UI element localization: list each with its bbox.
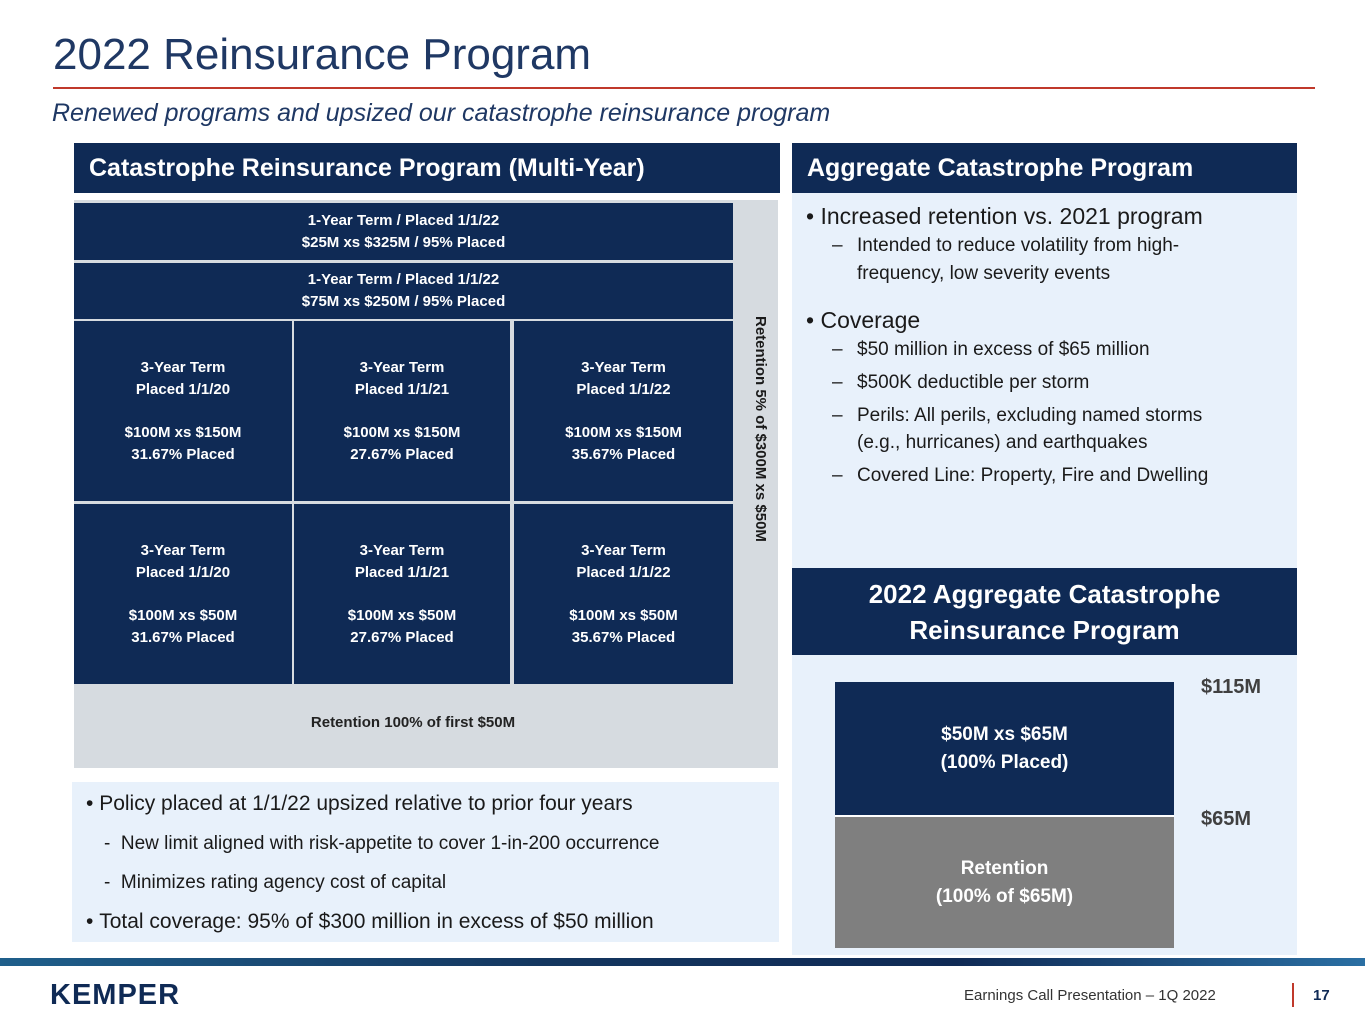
layer-cell-upper-2022 — [514, 321, 733, 501]
cell-layer: $100M xs $50M — [128, 606, 238, 624]
cell-pct: 31.67% Placed — [131, 445, 235, 463]
agg-dash: – — [832, 372, 843, 393]
cell-placed: Placed 1/1/22 — [576, 380, 671, 398]
agg-sub-text: $50 million in excess of $65 million — [857, 339, 1150, 360]
agg-bullet-text: Coverage — [820, 307, 921, 333]
agg-bullet — [806, 203, 1203, 230]
title-underline — [53, 87, 1315, 89]
layer-cell-lower-2020 — [74, 504, 292, 684]
layer-cell-lower-2021 — [294, 504, 510, 684]
cell-layer: $100M xs $150M — [565, 423, 682, 441]
footer-bar — [0, 958, 1365, 966]
note-bullet — [86, 792, 633, 816]
box-line: $50M xs $65M — [941, 723, 1068, 745]
cell-term: 3-Year Term — [359, 541, 445, 559]
layer-cell-upper-2021 — [294, 321, 510, 501]
layer-amount: $75M xs $250M / 95% Placed — [301, 293, 506, 310]
cell-term: 3-Year Term — [140, 358, 226, 376]
cell-placed: Placed 1/1/21 — [354, 380, 450, 398]
agg-sub-text: Intended to reduce volatility from high- — [857, 235, 1180, 256]
page-title: 2022 Reinsurance Program — [53, 30, 592, 79]
cell-pct: 35.67% Placed — [571, 628, 676, 646]
program-notes — [72, 782, 779, 942]
side-retention-label: Retention 5% of $300M xs $50M — [752, 316, 769, 542]
agg-sub-text: (e.g., hurricanes) and earthquakes — [857, 432, 1148, 453]
agg-dash: – — [832, 339, 843, 360]
cell-placed: Placed 1/1/20 — [135, 563, 231, 581]
cell-layer: $100M xs $150M — [343, 423, 461, 441]
agg-bullet — [806, 307, 920, 334]
cell-layer: $100M xs $50M — [347, 606, 457, 624]
kemper-logo: KEMPER — [50, 979, 181, 1011]
note-text: Policy placed at 1/1/22 upsized relative to prior four years — [99, 792, 633, 815]
layer-75m-xs-250m — [74, 263, 733, 319]
layer-25m-xs-325m — [74, 203, 733, 260]
page-number: 17 — [1313, 987, 1330, 1004]
bottom-retention-label: Retention 100% of first $50M — [310, 714, 516, 731]
cell-term: 3-Year Term — [581, 541, 666, 559]
note-sub: - New limit aligned with risk-appetite to cover 1-in-200 occurrence — [104, 833, 660, 854]
cell-term: 3-Year Term — [140, 541, 226, 559]
agg-sub-text: frequency, low severity events — [857, 263, 1111, 284]
agg-dash: – — [832, 235, 843, 256]
aggregate-chart-header — [792, 568, 1297, 655]
note-text: New limit aligned with risk-appetite to cover 1-in-200 occurrence — [120, 833, 660, 854]
note-bullet — [86, 910, 654, 934]
bullet-glyph: • — [806, 203, 815, 229]
box-line: (100% Placed) — [940, 751, 1069, 773]
agg-dash: – — [832, 405, 843, 426]
agg-bullet-text: Increased retention vs. 2021 program — [820, 203, 1203, 229]
footer-separator — [1292, 983, 1294, 1007]
level-label-top: $115M — [1201, 676, 1262, 698]
agg-sub-text: Covered Line: Property, Fire and Dwelling — [857, 465, 1209, 486]
agg-sub-text: $500K deductible per storm — [857, 372, 1090, 393]
cell-layer: $100M xs $150M — [124, 423, 242, 441]
bullet-glyph: • — [86, 910, 94, 933]
cell-term: 3-Year Term — [581, 358, 666, 376]
aggregate-program-header: Aggregate Catastrophe Program — [792, 143, 1297, 193]
cell-placed: Placed 1/1/22 — [576, 563, 671, 581]
note-text: Minimizes rating agency cost of capital — [120, 872, 447, 893]
bullet-glyph: • — [806, 307, 815, 333]
cell-placed: Placed 1/1/20 — [135, 380, 231, 398]
cell-pct: 27.67% Placed — [350, 445, 454, 463]
header-line: 2022 Aggregate Catastrophe — [868, 578, 1221, 609]
cell-pct: 35.67% Placed — [571, 445, 676, 463]
multi-year-program-header: Catastrophe Reinsurance Program (Multi-Year) — [74, 143, 780, 193]
layer-cell-lower-2022 — [514, 504, 733, 684]
box-line: Retention — [960, 857, 1049, 879]
cell-term: 3-Year Term — [359, 358, 445, 376]
layer-cell-upper-2020 — [74, 321, 292, 501]
header-line: Reinsurance Program — [909, 614, 1180, 645]
cell-placed: Placed 1/1/21 — [354, 563, 450, 581]
footer-caption: Earnings Call Presentation – 1Q 2022 — [964, 987, 1216, 1004]
level-label-mid: $65M — [1201, 808, 1252, 830]
agg-sub-text: Perils: All perils, excluding named storms — [857, 405, 1203, 426]
box-line: (100% of $65M) — [935, 885, 1074, 907]
layer-term: 1-Year Term / Placed 1/1/22 — [307, 271, 500, 288]
layer-amount: $25M xs $325M / 95% Placed — [301, 233, 506, 251]
agg-dash: – — [832, 465, 843, 486]
placed-layer-box — [835, 682, 1174, 815]
cell-pct: 31.67% Placed — [131, 628, 235, 646]
cell-pct: 27.67% Placed — [350, 628, 454, 646]
note-sub: - Minimizes rating agency cost of capital — [104, 872, 447, 893]
page-subtitle: Renewed programs and upsized our catastrophe reinsurance program — [52, 99, 831, 127]
bullet-glyph: • — [86, 792, 94, 815]
retention-layer-box — [835, 815, 1174, 948]
cell-layer: $100M xs $50M — [569, 606, 678, 624]
note-text: Total coverage: 95% of $300 million in excess of $50 million — [99, 910, 654, 933]
layer-term: 1-Year Term / Placed 1/1/22 — [307, 211, 500, 229]
